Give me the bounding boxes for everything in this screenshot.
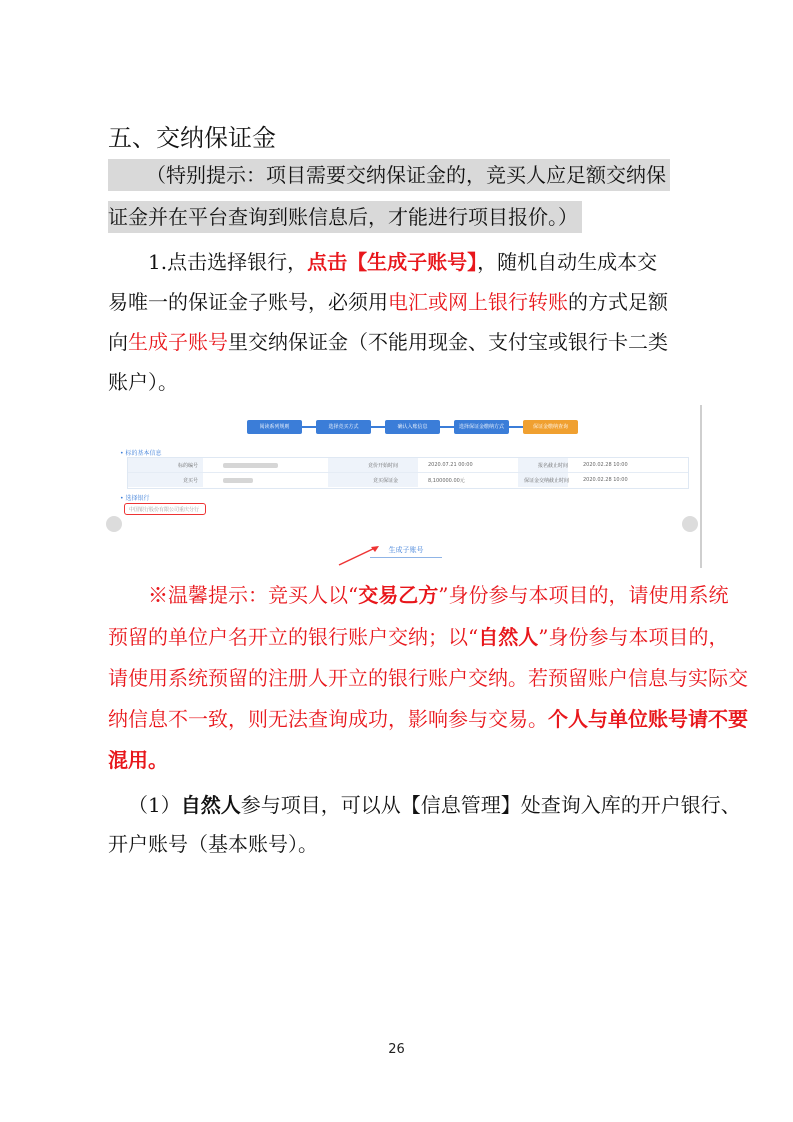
- tip-emphasis: 交易乙方: [358, 583, 439, 607]
- cell-value: 2020.07.21 00:00: [428, 462, 473, 468]
- bank-option-label: 中国银行股份有限公司重庆分行: [129, 507, 200, 513]
- section-basic-info: • 标的基本信息: [120, 450, 162, 457]
- step1-text: 向: [108, 330, 128, 354]
- cell-label: 竞价开始时间: [368, 463, 399, 469]
- para2-text: 参与项目，可以从【信息管理】处查询入库的开户银行、: [240, 793, 741, 817]
- cell-value: 2020.02.28 10:00: [583, 462, 628, 468]
- step-item: 选择保证金缴纳方式: [454, 420, 509, 434]
- step-arrow: [302, 426, 316, 428]
- cell-label: 保证金交纳截止时间: [524, 478, 570, 484]
- step1-text: 1.点击选择银行，: [148, 250, 308, 274]
- section-heading: 五、交纳保证金: [108, 124, 276, 152]
- carousel-right-icon[interactable]: [682, 516, 698, 532]
- cell-value: 8,100000.00元: [428, 478, 465, 484]
- para2-text: （1）: [128, 793, 181, 817]
- redacted-value: [223, 478, 253, 483]
- step-item: 选择竞买方式: [316, 420, 371, 434]
- section-select-bank: • 选择银行: [120, 495, 150, 502]
- tip-text: ”身份参与本项目的，: [538, 625, 729, 649]
- step1-highlight: 生成子账号: [128, 330, 228, 354]
- notice-line-1: [108, 158, 670, 192]
- tip-line-3: 请使用系统预留的注册人开立的银行账户交纳。若预留账户信息与实际交: [108, 666, 748, 690]
- step1-line-2: [108, 285, 668, 319]
- step1-text: 里交纳保证金（不能用现金、支付宝或银行卡二类: [228, 330, 668, 354]
- step-item-active: 保证金缴纳查询: [523, 420, 578, 434]
- tip-line-1: [148, 578, 728, 612]
- tip-emphasis: 个人与单位账号请不要: [548, 707, 748, 731]
- step-arrow: [440, 426, 454, 428]
- tip-text: 预留的单位户名开立的银行账户交纳；以“: [108, 625, 479, 649]
- tip-emphasis: 自然人: [478, 625, 539, 649]
- table-row: [128, 458, 688, 473]
- table-row: [128, 473, 688, 487]
- step1-emphasis: 点击【生成子账号】: [307, 250, 478, 274]
- notice-text-2: 证金并在平台查询到账信息后，才能进行项目报价。）: [108, 201, 582, 233]
- step-item: 阅读系列规则: [247, 420, 302, 434]
- generate-subaccount-button[interactable]: 生成子账号: [370, 545, 442, 558]
- para2-line-1: [128, 788, 741, 822]
- step1-line-3: [108, 325, 668, 359]
- cell-label: 标的编号: [178, 463, 199, 469]
- notice-line-2: [108, 200, 582, 234]
- tip-text: 纳信息不一致，则无法查询成功，影响参与交易。: [108, 707, 548, 731]
- step-item: 确认入账信息: [385, 420, 440, 434]
- step1-line-4: 账户）。: [108, 370, 178, 394]
- carousel-left-icon[interactable]: [106, 516, 122, 532]
- step1-text: 易唯一的保证金子账号，必须用: [108, 290, 388, 314]
- embedded-screenshot: [112, 405, 702, 568]
- para2-line-2: 开户账号（基本账号）。: [108, 832, 318, 856]
- cell-value: 2020.02.28 10:00: [583, 477, 628, 483]
- step1-line-1: [148, 245, 657, 279]
- bank-option-highlight[interactable]: [124, 503, 206, 515]
- cell-label: 竞买保证金: [373, 478, 399, 484]
- tip-line-5: 混用。: [108, 748, 168, 772]
- para2-emphasis: 自然人: [180, 793, 241, 817]
- tip-text: ”身份参与本项目的，请使用系统: [438, 583, 729, 607]
- tip-line-2: [108, 620, 728, 654]
- redacted-value: [223, 463, 278, 468]
- page-number: 26: [388, 1042, 405, 1057]
- step-arrow: [509, 426, 523, 428]
- step1-text: 的方式足额: [568, 290, 668, 314]
- tip-line-4: [108, 702, 748, 736]
- tip-text: ※温馨提示：竞买人以“: [148, 583, 359, 607]
- cell-label: 竞买号: [183, 478, 199, 484]
- notice-text-1: （特别提示：项目需要交纳保证金的，竞买人应足额交纳保: [108, 159, 670, 191]
- info-table: [127, 457, 689, 489]
- cell-label: 报名截止时间: [538, 463, 569, 469]
- step1-text: ，随机自动生成本交: [477, 250, 658, 274]
- step-arrow: [371, 426, 385, 428]
- step1-highlight: 电汇或网上银行转账: [388, 290, 568, 314]
